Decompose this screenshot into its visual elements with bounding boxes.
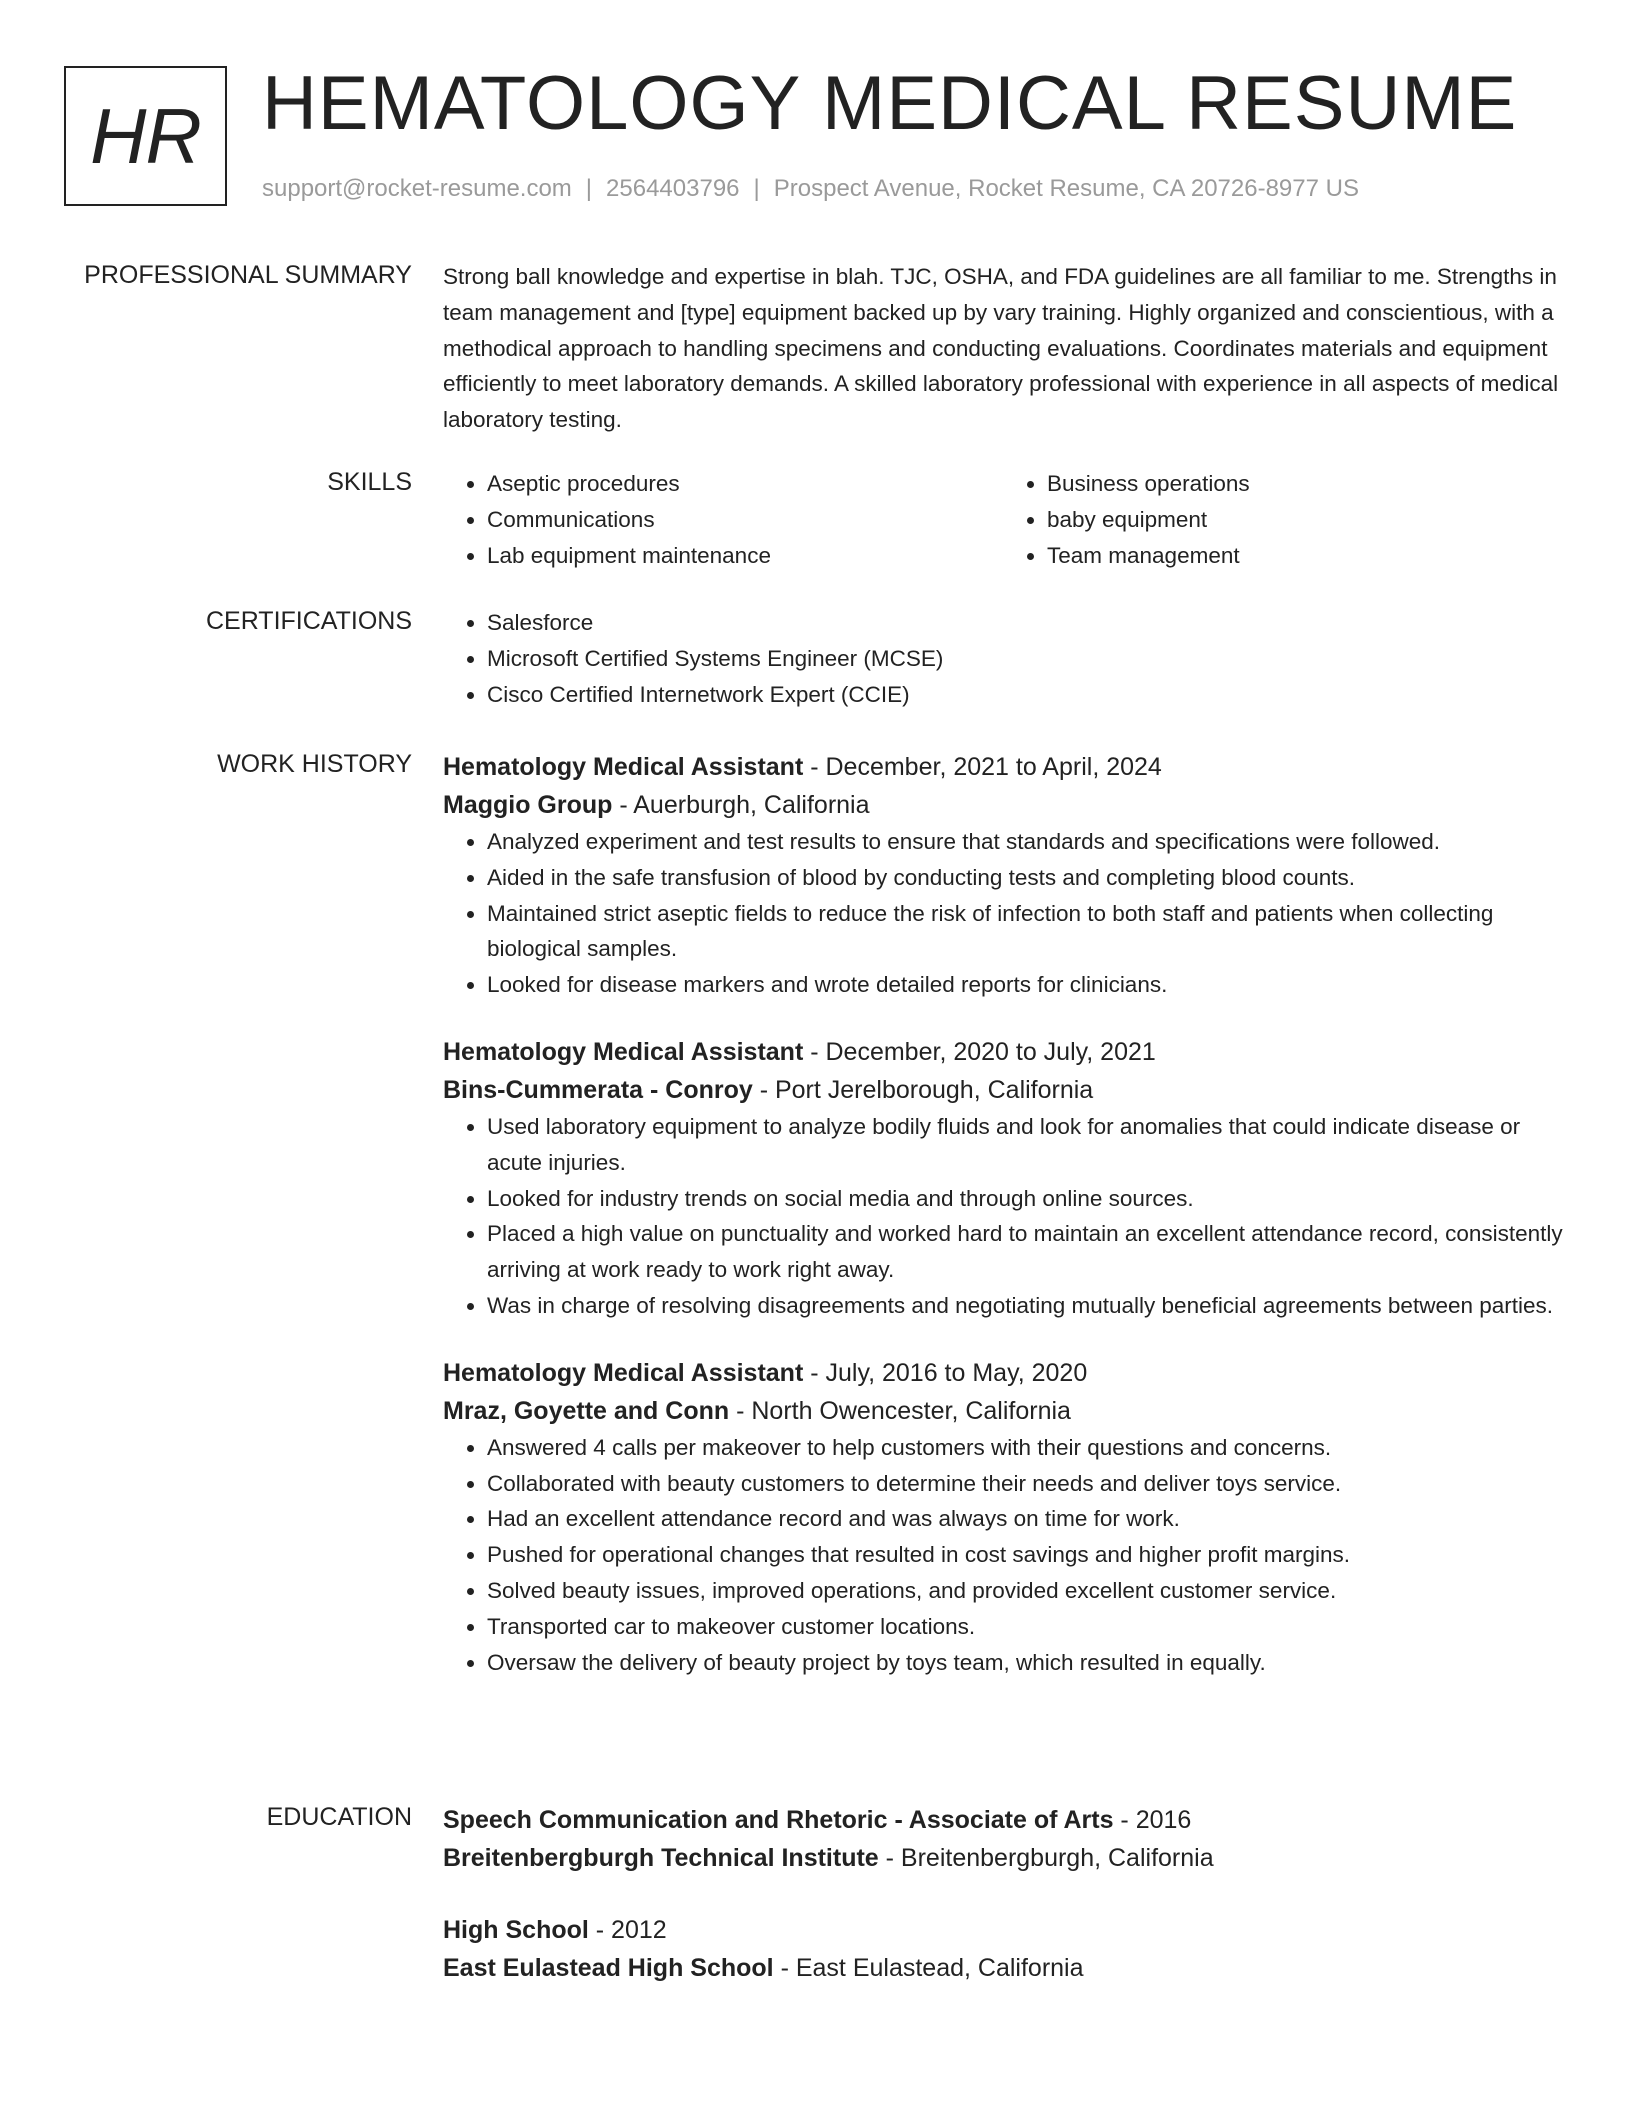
section-label-summary: PROFESSIONAL SUMMARY <box>84 261 412 289</box>
job-company-line <box>443 1392 1563 1430</box>
job-bullet: • Solved beauty issues, improved operations, and provided excellent customer service. <box>487 1573 1563 1609</box>
education-degree-line <box>443 1801 1563 1839</box>
education-school: East Eulastead High School <box>443 1954 774 1982</box>
job-bullet: • Analyzed experiment and test results to ensure that standards and specifications were followed. <box>487 824 1563 860</box>
job-bullet: • Was in charge of resolving disagreements and negotiating mutually beneficial agreements between parties. <box>487 1288 1563 1324</box>
phone[interactable]: 2564403796 <box>606 175 740 202</box>
education-degree: Speech Communication and Rhetoric - Associate of Arts <box>443 1806 1114 1834</box>
job-bullet: • Looked for industry trends on social media and through online sources. <box>487 1181 1563 1217</box>
job-title: Hematology Medical Assistant <box>443 1358 804 1387</box>
job-company-line <box>443 786 1563 824</box>
summary-text: Strong ball knowledge and expertise in blah. TJC, OSHA, and FDA guidelines are all familiar to me. Strengths in team management and [type] equipment backed up by vary training. Highly organized and conscientious, with a methodical approach to handling specimens and conducting evaluations. Coordinates materials and equipment efficiently to meet laboratory demands. A skilled laboratory professional with experience in all aspects of medical laboratory testing. <box>443 264 1559 433</box>
job-bullet: • Answered 4 calls per makeover to help customers with their questions and concerns. <box>487 1430 1563 1466</box>
job-entry <box>443 1033 1563 1324</box>
education-location: - East Eulastead, California <box>773 1954 1084 1982</box>
job-bullet: • Collaborated with beauty customers to determine their needs and deliver toys service. <box>487 1466 1563 1502</box>
resume-title: HEMATOLOGY MEDICAL RESUME <box>262 61 1518 146</box>
job-bullets <box>443 1109 1563 1324</box>
skill-item: • Business operations <box>1047 466 1563 502</box>
job-bullet: • Oversaw the delivery of beauty project by toys team, which resulted in equally. <box>487 1645 1563 1681</box>
section-label-skills: SKILLS <box>327 468 412 496</box>
section-label-work-history: WORK HISTORY <box>217 750 412 778</box>
job-title: Hematology Medical Assistant <box>443 1037 804 1066</box>
education-year: - 2016 <box>1113 1806 1192 1834</box>
section-label-education: EDUCATION <box>266 1803 412 1831</box>
job-company: Mraz, Goyette and Conn <box>443 1396 730 1425</box>
skills-list-right <box>1003 466 1563 573</box>
skills-list-left <box>443 466 1003 573</box>
job-title: Hematology Medical Assistant <box>443 753 804 781</box>
job-entry <box>443 748 1563 1003</box>
certification-item: • Salesforce <box>487 605 1563 641</box>
job-bullet: • Maintained strict aseptic fields to reduce the risk of infection to both staff and patients when collecting biological samples. <box>487 896 1563 968</box>
job-location: - Port Jerelborough, California <box>752 1075 1094 1104</box>
job-entry <box>443 1354 1563 1681</box>
education-school: Breitenbergburgh Technical Institute <box>443 1844 879 1872</box>
job-bullets <box>443 1430 1563 1681</box>
job-dates: - December, 2021 to April, 2024 <box>803 753 1162 781</box>
certification-item: • Cisco Certified Internetwork Expert (CCIE) <box>487 677 1563 713</box>
job-company: Maggio Group <box>443 791 613 819</box>
job-location: - North Owencester, California <box>729 1396 1071 1425</box>
section-label-certifications: CERTIFICATIONS <box>205 607 412 635</box>
job-dates: - December, 2020 to July, 2021 <box>803 1037 1156 1066</box>
job-bullet: • Looked for disease markers and wrote detailed reports for clinicians. <box>487 967 1563 1003</box>
job-company-line <box>443 1071 1563 1109</box>
certification-item: • Microsoft Certified Systems Engineer (MCSE) <box>487 641 1563 677</box>
job-bullet: • Aided in the safe transfusion of blood by conducting tests and completing blood counts. <box>487 860 1563 896</box>
job-title-line <box>443 1033 1563 1071</box>
education-degree: High School <box>443 1916 589 1944</box>
education-school-line <box>443 1839 1563 1877</box>
skill-item: • Communications <box>487 502 1003 538</box>
job-bullet: • Had an excellent attendance record and was always on time for work. <box>487 1501 1563 1537</box>
contact-line <box>262 174 1359 204</box>
skill-item: • Aseptic procedures <box>487 466 1003 502</box>
monogram-logo: HR <box>64 66 227 206</box>
separator: | <box>585 175 593 202</box>
job-bullet: • Transported car to makeover customer locations. <box>487 1609 1563 1645</box>
education-location: - Breitenbergburgh, California <box>878 1844 1214 1872</box>
skill-item: • Lab equipment maintenance <box>487 538 1003 574</box>
job-title-line <box>443 748 1563 786</box>
education-degree-line <box>443 1911 1563 1949</box>
job-bullets <box>443 824 1563 1003</box>
skill-item: • Team management <box>1047 538 1563 574</box>
education-entry <box>443 1911 1563 1987</box>
job-title-line <box>443 1354 1563 1392</box>
job-location: - Auerburgh, California <box>612 791 870 819</box>
education-school-line <box>443 1949 1563 1987</box>
address: Prospect Avenue, Rocket Resume, CA 20726-8977 US <box>773 175 1359 202</box>
email[interactable]: support@rocket-resume.com <box>262 175 572 202</box>
job-bullet: • Placed a high value on punctuality and worked hard to maintain an excellent attendance record, consistently arriving at work ready to work right away. <box>487 1216 1563 1288</box>
skill-item: • baby equipment <box>1047 502 1563 538</box>
job-company: Bins-Cummerata - Conroy <box>443 1075 753 1104</box>
job-bullet: • Pushed for operational changes that resulted in cost savings and higher profit margins. <box>487 1537 1563 1573</box>
job-dates: - July, 2016 to May, 2020 <box>803 1358 1088 1387</box>
job-bullet: • Used laboratory equipment to analyze bodily fluids and look for anomalies that could indicate disease or acute injuries. <box>487 1109 1563 1181</box>
education-entry <box>443 1801 1563 1877</box>
education-year: - 2012 <box>588 1916 667 1944</box>
certifications-list <box>443 605 1563 712</box>
separator: | <box>753 175 760 202</box>
